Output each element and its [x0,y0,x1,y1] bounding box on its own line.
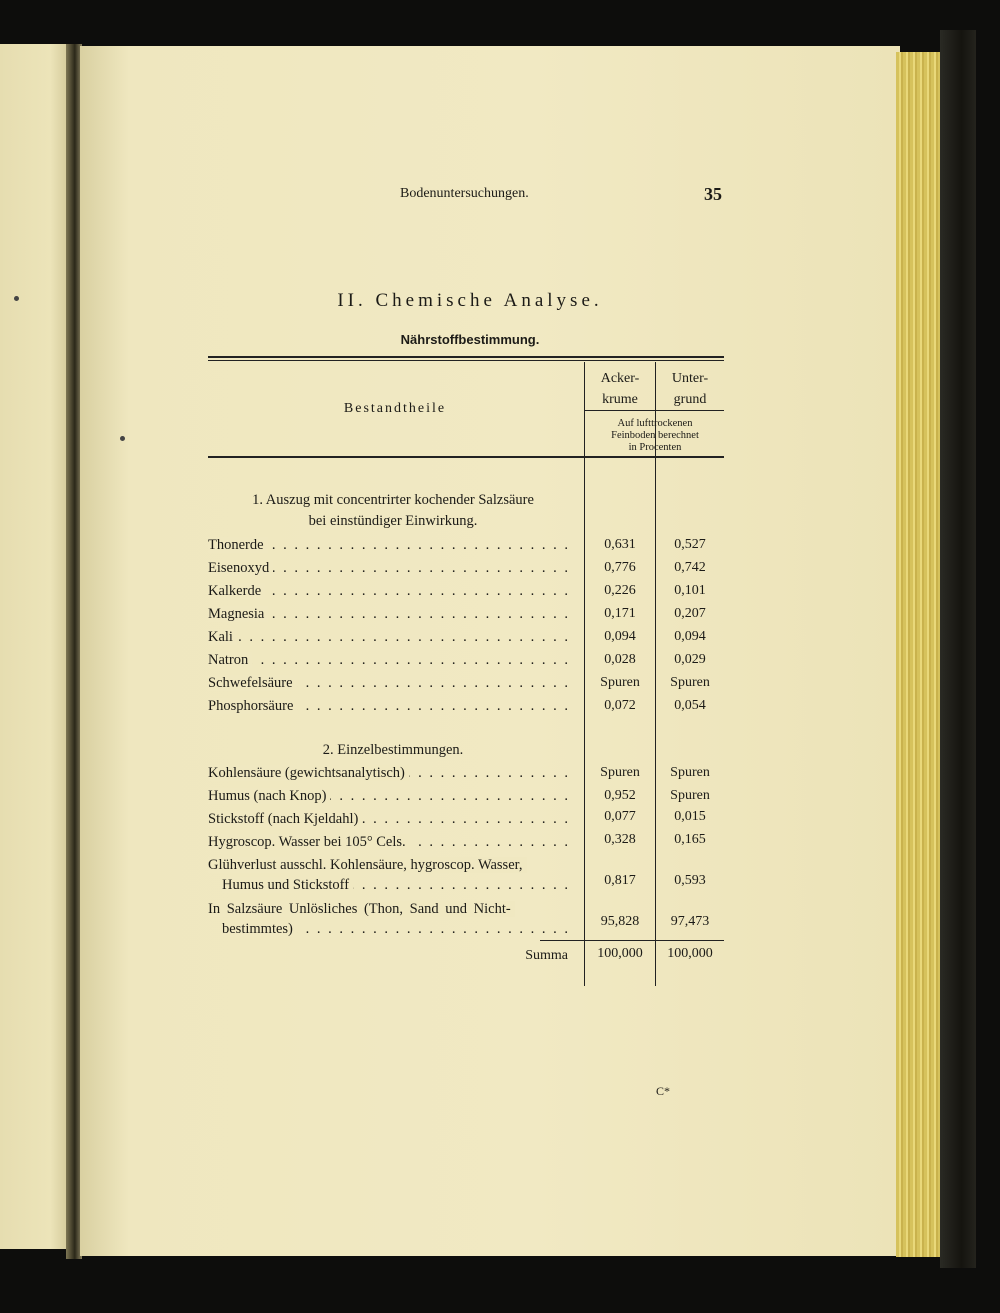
row-label: Kali [208,629,237,645]
row-label: Magnesia [208,606,268,622]
subtitle: Nährstoffbestimmung. [400,332,540,347]
value-ackerkrume: 95,828 [600,914,640,929]
unit-note: Auf lufttrockenen Feinboden berechnet in Procenten [611,418,699,453]
row-label: Phosphorsäure [208,698,297,714]
value-untergrund: 0,029 [674,652,706,667]
row-label: Humus (nach Knop) [208,788,330,804]
row-label-line2: Humus und Stickstoff [222,877,353,893]
value-ackerkrume: Spuren [600,675,640,690]
group1-title: 1. Auszug mit concentrirter kochender Salzsäure bei einstündiger Einwirkung. [252,492,534,529]
row-label-line1: Glühverlust ausschl. Kohlensäure, hygroscop. Wasser, [208,857,527,873]
value-ackerkrume: 0,952 [604,788,636,803]
group2-title: 2. Einzelbestimmungen. [322,742,464,758]
speck [14,296,19,301]
value-untergrund: 0,593 [674,873,706,888]
row-label: Natron [208,652,252,668]
running-head: Bodenuntersuchungen. [400,186,529,201]
value-untergrund: 0,101 [674,583,706,598]
row-label: Thonerde [208,537,268,553]
value-ackerkrume: 0,028 [604,652,636,667]
row-label: Eisenoxyd [208,560,273,576]
value-untergrund: 0,094 [674,629,706,644]
row-label-line2: bestimmtes) [222,921,297,937]
value-untergrund: 0,527 [674,537,706,552]
summa-untergrund: 100,000 [667,946,713,961]
value-untergrund: 0,015 [674,809,706,824]
value-untergrund: Spuren [670,675,710,690]
page [80,46,900,1256]
value-ackerkrume: 0,328 [604,832,636,847]
table-top-rule [208,356,724,358]
value-untergrund: Spuren [670,788,710,803]
speck [120,436,125,441]
value-ackerkrume: 0,094 [604,629,636,644]
value-untergrund: 0,165 [674,832,706,847]
value-ackerkrume: 0,077 [604,809,636,824]
value-untergrund: 0,054 [674,698,706,713]
row-label: Kalkerde [208,583,265,599]
value-ackerkrume: Spuren [600,765,640,780]
row-label: Hygroscop. Wasser bei 105° Cels. [208,834,410,850]
value-ackerkrume: 0,072 [604,698,636,713]
row-label: Stickstoff (nach Kjeldahl) [208,811,362,827]
row-label-line1: In Salzsäure Unlösliches (Thon, Sand und Nicht- [208,901,515,917]
page-edges [896,52,942,1257]
value-untergrund: 97,473 [670,914,710,929]
value-ackerkrume: 0,817 [604,873,636,888]
table-top-rule-thin [208,360,724,361]
value-ackerkrume: 0,226 [604,583,636,598]
value-ackerkrume: 0,171 [604,606,636,621]
row-label: Kohlensäure (gewichtsanalytisch) [208,765,409,781]
summa-rule [540,940,724,941]
value-ackerkrume: 0,776 [604,560,636,575]
book-cover [940,30,976,1268]
value-untergrund: 0,207 [674,606,706,621]
header-sub-rule [585,410,724,411]
column-label-bestandtheile: Bestandtheile [343,401,447,416]
col-head-ackerkrume: Acker- krume [600,371,640,407]
value-untergrund: Spuren [670,765,710,780]
row-label: Schwefelsäure [208,675,297,691]
value-ackerkrume: 0,631 [604,537,636,552]
left-page [0,44,72,1249]
page-number: 35 [704,184,722,204]
header-bottom-rule [208,456,724,458]
summa-label: Summa [525,948,568,963]
value-untergrund: 0,742 [674,560,706,575]
section-title: II. Chemische Analyse. [337,290,603,311]
col-head-untergrund: Unter- grund [671,371,709,407]
signature-mark: C* [656,1084,671,1098]
summa-ackerkrume: 100,000 [597,946,643,961]
